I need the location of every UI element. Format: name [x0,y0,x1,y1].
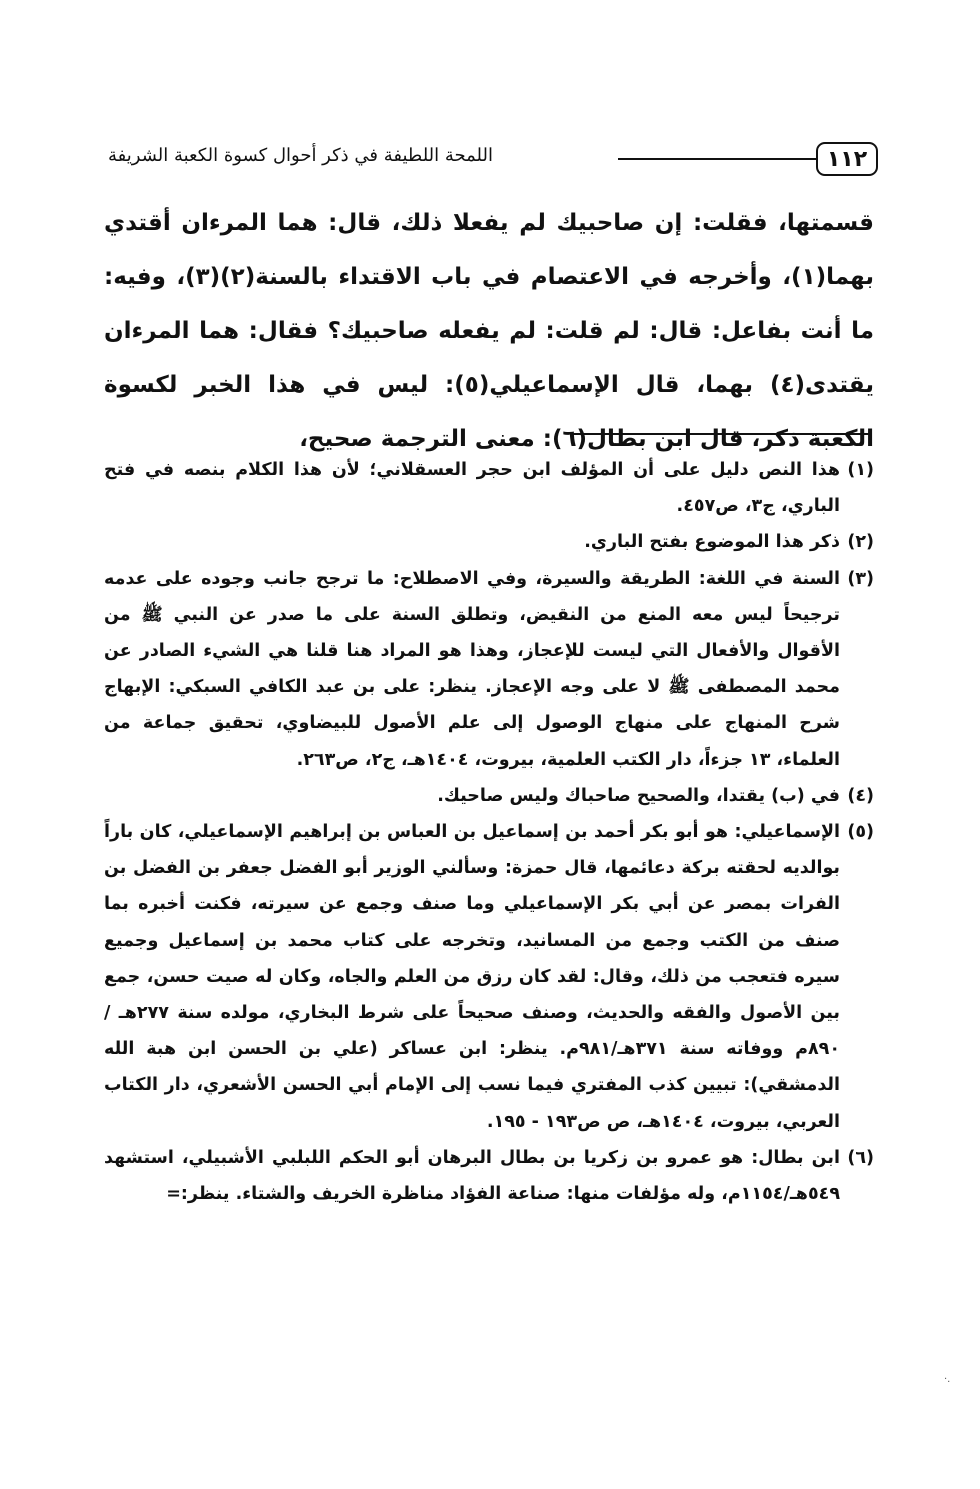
footnote-3 [104,561,874,778]
footnote-text: ذكر هذا الموضوع بفتح الباري. [584,532,840,553]
footnote-text: السنة في اللغة: الطريقة والسيرة، وفي الاصطلاح: ما ترجح جانب وجوده على عدمه ترجيحاً ليس معه المنع من النقيض، وتطلق السنة على ما صدر عن النبي ﷺ من الأقوال والأفعال التي ليست للإعجاز، وهذا هو المراد هنا قلنا هي الشيء الصادر عن محمد المصطفى ﷺ لا على وجه الإعجاز. ينظر: على بن عبد الكافي السبكي: الإبهاج شرح المنهاج على منهاج الوصول إلى علم الأصول للبيضاوي، تحقيق جماعة من العلماء، ١٣ جزءاً، دار الكتب العلمية، بيروت، ١٤٠٤هـ، ج٢، ص٢٦٣. [104,568,840,770]
page-number-box [816,142,878,176]
footnote-number: (١) [847,460,874,480]
running-title: اللمحة اللطيفة في ذكر أحوال كسوة الكعبة الشريفة [108,145,493,166]
footnote-text: هذا النص دليل على أن المؤلف ابن حجر العسقلاني؛ لأن هذا الكلام بنصه في فتح الباري، ج٣، ص٤٥٧. [104,460,840,517]
footnote-1 [104,452,874,524]
running-header [108,142,878,182]
footnote-5 [104,814,874,1140]
footnote-number: (٢) [847,532,874,553]
scan-speck: ·. [944,1374,951,1385]
footnote-number: (٥) [847,822,874,843]
main-paragraph: قسمتها، فقلت: إن صاحبيك لم يفعلا ذلك، قال: هما المرءان أقتدي بهما(١)، وأخرجه في الاعتصام في باب الاقتداء بالسنة(٢)(٣)، وفيه: ما أنت بفاعل: قال: لم قلت: لم يفعله صاحبيك؟ فقال: هما المرءان يقتدى(٤) بهما، قال الإسماعيلي(٥): ليس في هذا الخبر لكسوة الكعبة ذكر، قال ابن بطال(٦): معنى الترجمة صحيح، [104,210,874,452]
footnotes [104,452,874,1212]
footnote-text: الإسماعيلي: هو أبو بكر أحمد بن إسماعيل بن العباس بن إبراهيم الإسماعيلي، كان باراً بوالديه لحقته بركة دعائمها، قال حمزة: وسألني الوزير أبو الفضل جعفر بن الفضل بن الفرات بمصر عن أبي بكر الإسماعيلي وما صنف وجمع عن سيرته، فكنت أخبره بما صنف من الكتب وجمع من المسانيد، وتخرجه على كتاب محمد بن إسماعيل وجميع سيره فتعجب من ذلك، وقال: لقد كان رزق من العلم والجاه، وكان له صيت حسن، جمع بين الأصول والفقه والحديث، وصنف صحيحاً على شرط البخاري، مولده سنة ٢٧٧هـ / ٨٩٠م ووفاته سنة ٣٧١هـ/٩٨١م. ينظر: ابن عساكر (علي بن الحسن ابن هبة الله الدمشقي): تبيين كذب المفتري فيما نسب إلى الإمام أبي الحسن الأشعري، دار الكتاب العربي، بيروت، ١٤٠٤هـ، ص ص١٩٣ - ١٩٥. [104,822,841,1132]
footnote-separator [572,433,872,435]
footnote-number: (٣) [847,568,874,589]
footnote-text: في (ب) يقتدا، والصحيح صاحباك وليس صاحيك. [437,785,840,806]
footnote-2 [104,524,874,560]
footnote-number: (٦) [847,1147,874,1168]
main-text-block [104,196,874,466]
footnote-4 [104,778,874,814]
header-rule [618,158,816,160]
footnote-number: (٤) [847,785,874,806]
footnote-text: ابن بطال: هو عمرو بن زكريا بن بطال البرهان أبو الحكم اللبلبي الأشبيلي، استشهد ٥٤٩هـ/١١٥٤م، وله مؤلفات منها: صناعة الفؤاد مناظرة الخريف والشتاء. ينظر:= [104,1147,840,1205]
footnote-6 [104,1140,874,1212]
page-number: ١١٢ [826,146,868,172]
